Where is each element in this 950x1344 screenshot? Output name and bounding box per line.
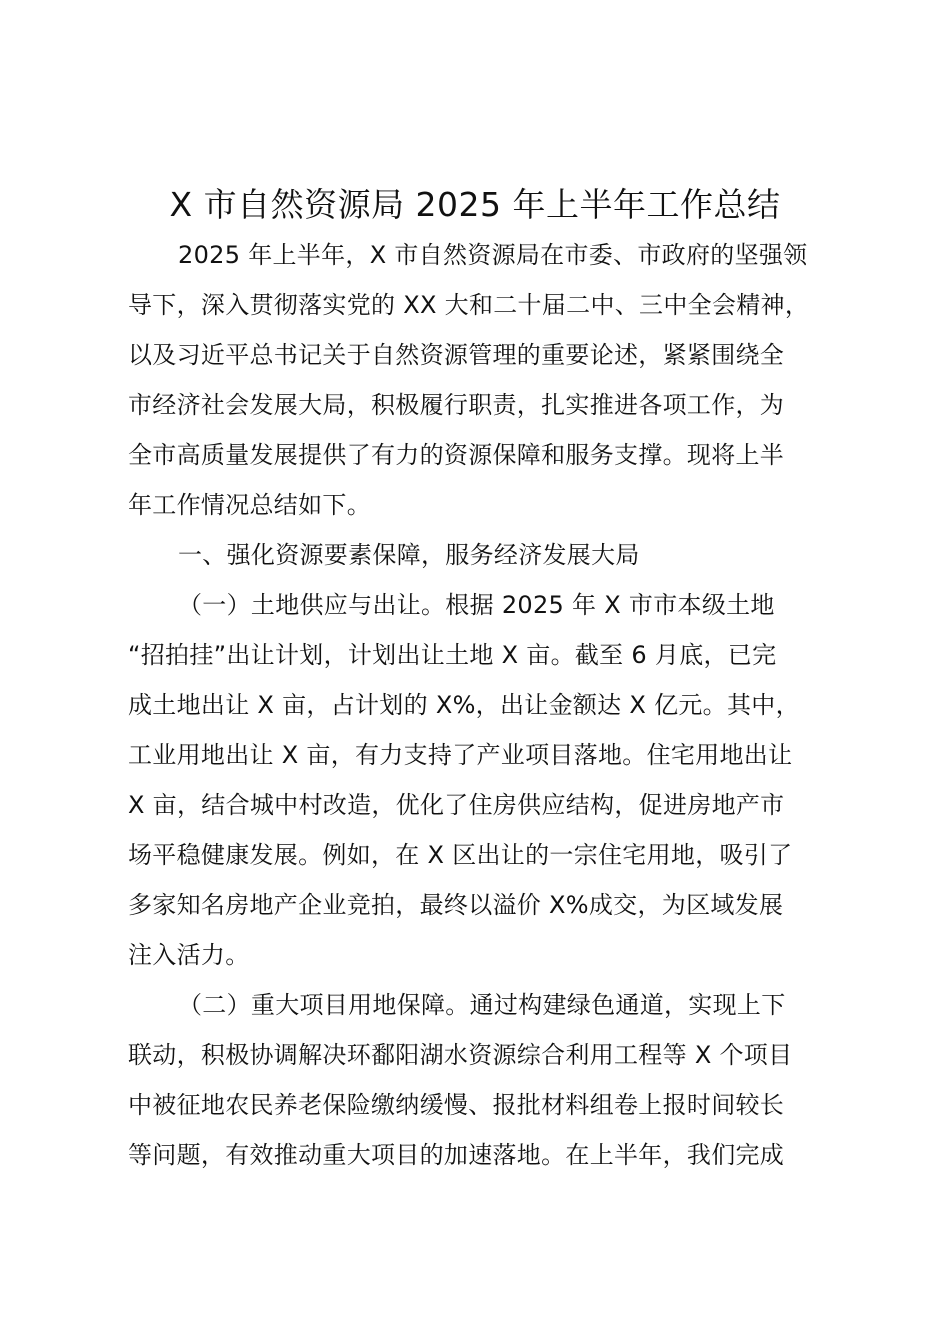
paragraph-line: 联动，积极协调解决环鄱阳湖水资源综合利用工程等 X 个项目	[128, 1041, 793, 1069]
paragraph-line: X 亩，结合城中村改造，优化了住房供应结构，促进房地产市	[128, 791, 785, 819]
paragraph-line: “招拍挂”出让计划，计划出让土地 X 亩。截至 6 月底，已完	[128, 641, 777, 669]
paragraph-line: 等问题，有效推动重大项目的加速落地。在上半年，我们完成	[128, 1141, 785, 1169]
paragraph-line: 成土地出让 X 亩，占计划的 X%，出让金额达 X 亿元。其中，	[128, 691, 800, 719]
paragraph-line: （二）重大项目用地保障。通过构建绿色通道，实现上下	[178, 991, 786, 1019]
document-body	[128, 230, 832, 1180]
paragraph-line: 多家知名房地产企业竞拍，最终以溢价 X%成交，为区域发展	[128, 891, 784, 919]
paragraph-line: 以及习近平总书记关于自然资源管理的重要论述，紧紧围绕全	[128, 341, 785, 369]
paragraph-line: 全市高质量发展提供了有力的资源保障和服务支撑。现将上半	[128, 441, 785, 469]
paragraph-line: 导下，深入贯彻落实党的 XX 大和二十届二中、三中全会精神，	[128, 291, 810, 319]
paragraph-line: 工业用地出让 X 亩，有力支持了产业项目落地。住宅用地出让	[128, 741, 793, 769]
paragraph-line: 2025 年上半年，X 市自然资源局在市委、市政府的坚强领	[178, 241, 808, 269]
document-title: X 市自然资源局 2025 年上半年工作总结	[169, 185, 781, 224]
paragraph-line: 中被征地农民养老保险缴纳缓慢、报批材料组卷上报时间较长	[128, 1091, 785, 1119]
paragraph-line: 年工作情况总结如下。	[128, 491, 371, 519]
paragraph-line: （一）土地供应与出让。根据 2025 年 X 市市本级土地	[178, 591, 775, 619]
section-heading: 一、强化资源要素保障，服务经济发展大局	[178, 541, 640, 569]
paragraph-line: 场平稳健康发展。例如，在 X 区出让的一宗住宅用地，吸引了	[128, 841, 793, 869]
paragraph-line: 注入活力。	[128, 941, 250, 969]
paragraph-line: 市经济社会发展大局，积极履行职责，扎实推进各项工作，为	[128, 391, 785, 419]
